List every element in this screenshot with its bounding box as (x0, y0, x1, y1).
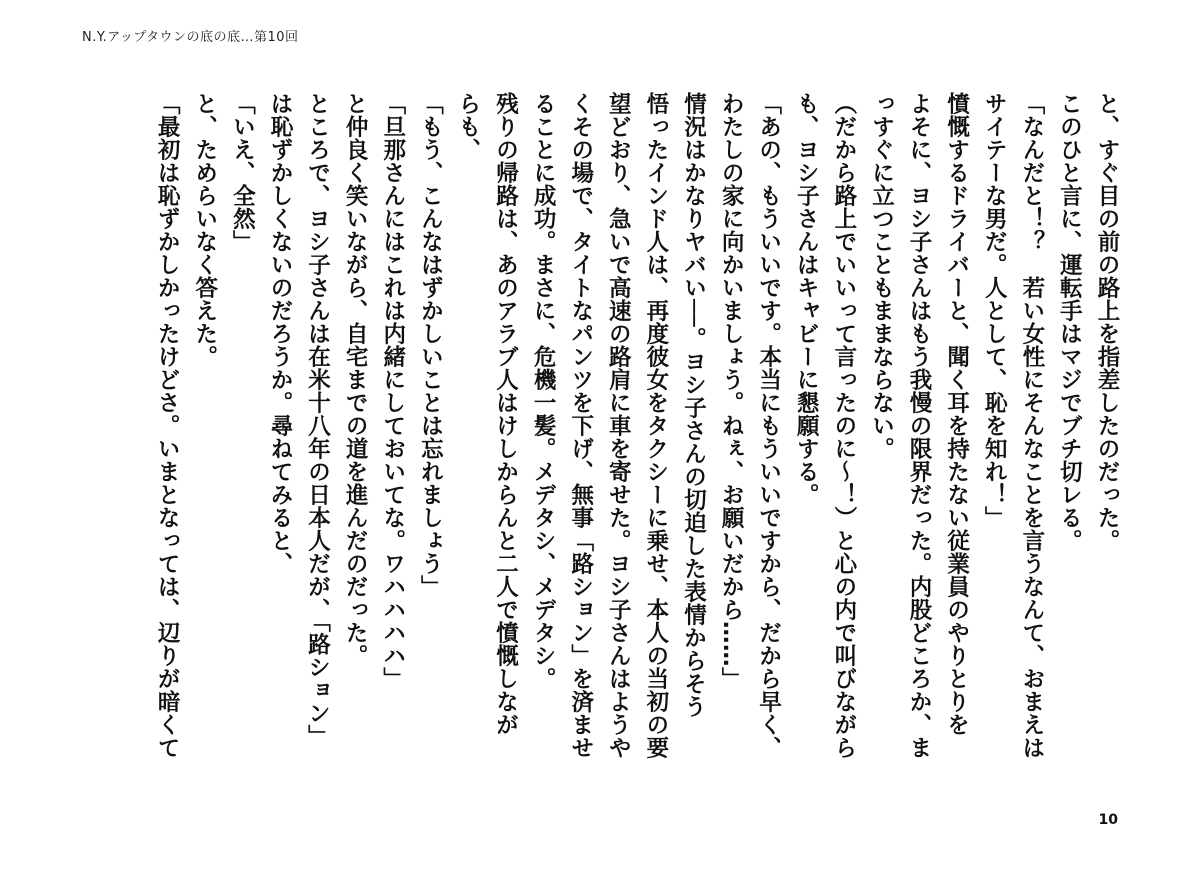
text-line: っすぐに立つこともままならない。 (868, 92, 895, 460)
text-line: サイテーな男だ。人として、恥を知れ！」 (981, 92, 1008, 529)
text-line: このひと言に、運転手はマジでブチ切レる。 (1056, 92, 1083, 552)
text-line: （だから路上でいいって言ったのに～！）と心の内で叫びながら (830, 92, 857, 759)
text-line: と、ためらいなく答えた。 (191, 92, 218, 368)
text-line: わたしの家に向かいましょう。ねぇ、お願いだから……」 (718, 92, 745, 690)
page-number: 10 (1098, 812, 1118, 828)
text-line: 「なんだと！？ 若い女性にそんなことを言うなんて、おまえは (1018, 92, 1045, 759)
text-line: 望どおり、急いで高速の路肩に車を寄せた。ヨシ子さんはようや (605, 92, 632, 759)
text-line: と、すぐ目の前の路上を指差したのだった。 (1094, 92, 1120, 552)
text-line: くその場で、タイトなパンツを下げ、無事「路ション」を済ませ (567, 92, 594, 759)
text-line: は恥ずかしくないのだろうか。尋ねてみると、 (266, 92, 293, 575)
text-line: 「旦那さんにはこれは内緒にしておいてな。ワハハハハ」 (379, 92, 406, 690)
text-line: ところで、ヨシ子さんは在米十八年の日本人だが、「路ション」 (304, 92, 331, 748)
text-line: 残りの帰路は、あのアラブ人はけしからんと二人で憤慨しなが (492, 92, 519, 736)
text-line: 「いえ、全然」 (229, 92, 256, 253)
text-line: 「最初は恥ずかしかったけどさ。いまとなっては、辺りが暗くて (154, 92, 181, 759)
text-line: 「あの、もういいです。本当にもういいですから、だから早く、 (755, 92, 782, 759)
text-line: よそに、ヨシ子さんはもう我慢の限界だった。内股どころか、ま (906, 92, 933, 759)
text-line: も、ヨシ子さんはキャビーに懇願する。 (793, 92, 820, 506)
text-line: 「もう、こんなはずかしいことは忘れましょう」 (417, 92, 444, 598)
text-line: と仲良く笑いながら、自宅までの道を進んだのだった。 (342, 92, 369, 667)
text-line: ることに成功。まさに、危機一髪。メデタシ、メデタシ。 (530, 92, 557, 690)
vertical-text-body (80, 92, 1125, 812)
text-line: 憤慨するドライバーと、聞く耳を持たない従業員のやりとりを (943, 92, 970, 736)
text-line: 悟ったインド人は、再度彼女をタクシーに乗せ、本人の当初の要 (642, 92, 669, 759)
text-line: 情況はかなりヤバい──。ヨシ子さんの切迫した表情からそう (680, 92, 707, 719)
header-title: N.Y.アップタウンの底の底…第10回 (82, 30, 299, 45)
text-line: らも、 (454, 92, 481, 161)
